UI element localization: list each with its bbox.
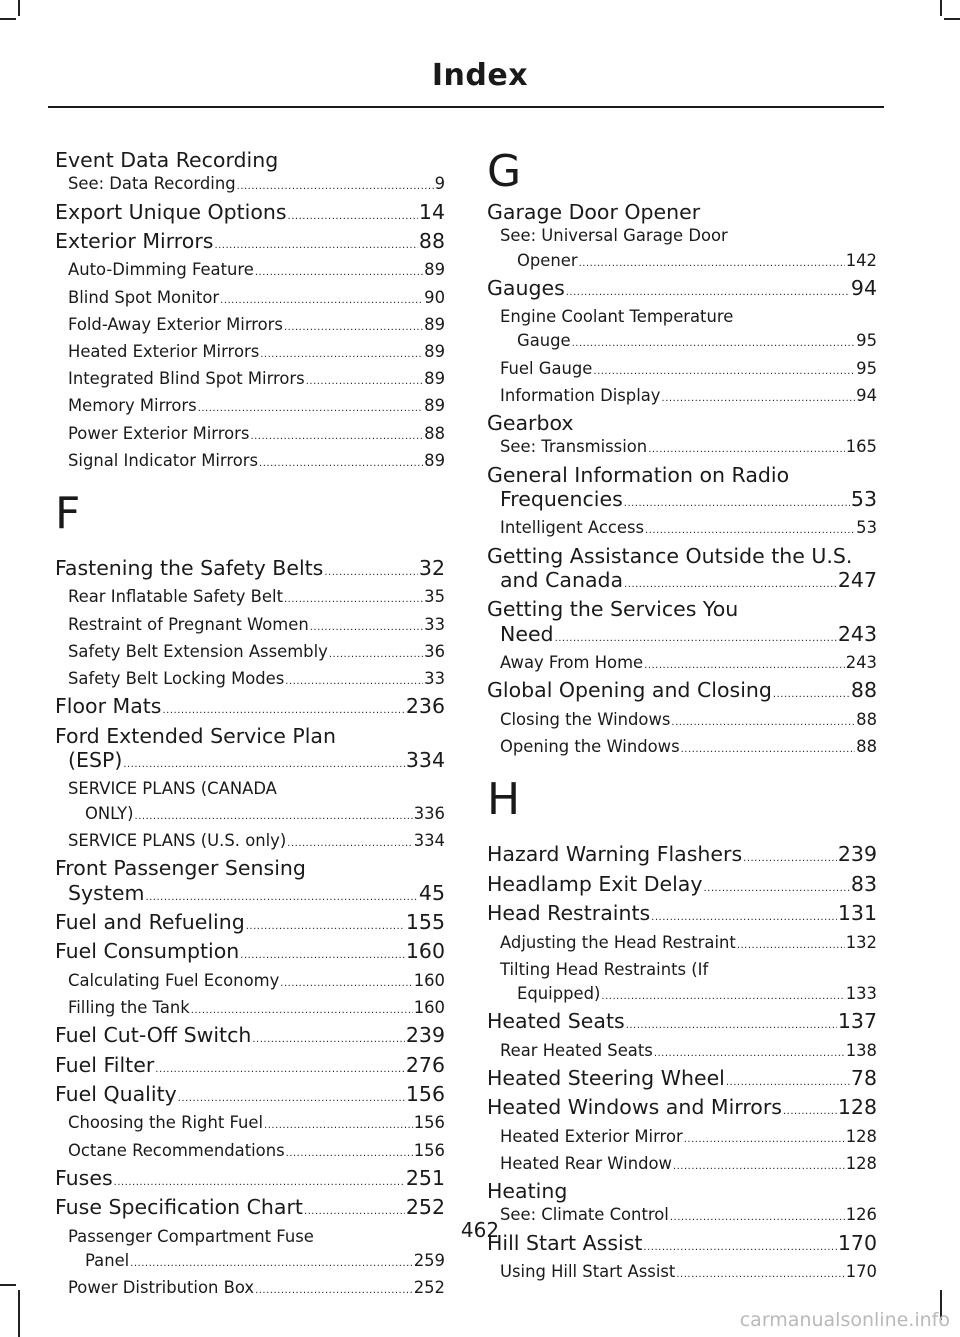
page-ref: 35 — [424, 587, 445, 607]
index-entry[interactable] — [55, 881, 445, 910]
dot-leader — [250, 425, 423, 449]
index-subentry[interactable] — [487, 329, 877, 356]
page-ref: 132 — [845, 932, 877, 952]
index-heading: Gearbox — [487, 411, 574, 436]
entry-label: Calculating Fuel Economy — [68, 970, 280, 990]
index-subentry[interactable] — [487, 1152, 877, 1179]
entry-label: See: Data Recording — [68, 174, 236, 194]
index-entry[interactable] — [487, 276, 877, 305]
dot-leader — [264, 1114, 413, 1138]
entry-label: See: Transmission — [500, 437, 648, 457]
dot-leader — [259, 452, 423, 476]
entry-label: Export Unique Options — [55, 199, 287, 224]
index-subentry[interactable] — [55, 1139, 445, 1166]
dot-leader — [285, 670, 423, 694]
page-ref: 14 — [418, 199, 445, 224]
entry-label: Fuel Filter — [55, 1052, 155, 1077]
index-subentry[interactable] — [55, 640, 445, 667]
dot-leader — [673, 1155, 845, 1179]
index-subentry[interactable] — [55, 1111, 445, 1138]
entry-label: Auto-Dimming Feature — [68, 260, 254, 280]
dot-leader — [572, 332, 856, 356]
entry-label: Fuel Gauge — [500, 358, 593, 378]
index-subentry[interactable] — [55, 172, 445, 199]
index-subentry[interactable] — [55, 1249, 445, 1276]
dot-leader — [644, 654, 845, 678]
index-subentry[interactable] — [55, 1276, 445, 1303]
index-subentry[interactable] — [55, 829, 445, 856]
index-subentry[interactable] — [487, 651, 877, 678]
dot-leader — [684, 1128, 845, 1152]
entry-label: Octane Recommendations — [68, 1140, 285, 1160]
entry-label: Heated Seats — [487, 1009, 625, 1034]
entry-label: Heated Exterior Mirror — [500, 1126, 683, 1146]
page-ref: 89 — [424, 342, 445, 362]
entry-label: See: Climate Control — [500, 1205, 669, 1225]
dot-leader — [255, 1279, 413, 1303]
index-subentry[interactable] — [55, 449, 445, 476]
index-heading: Getting Assistance Outside the U.S. — [487, 543, 853, 568]
index-heading: Garage Door Opener — [487, 200, 701, 224]
entry-label: Information Display — [500, 385, 661, 405]
index-column-right — [487, 148, 877, 1287]
crop-mark-top-right-v — [940, 0, 942, 16]
dot-leader — [130, 1252, 412, 1276]
dot-leader — [743, 847, 837, 871]
entry-label: Headlamp Exit Delay — [487, 871, 703, 896]
page-ref: 36 — [424, 641, 445, 661]
index-entry[interactable] — [487, 872, 877, 901]
page-ref: 45 — [418, 880, 445, 905]
page-ref: 88 — [424, 423, 445, 443]
index-subentry[interactable] — [487, 982, 877, 1009]
page-ref: 160 — [413, 970, 445, 990]
entry-label: Gauges — [487, 275, 565, 300]
dot-leader — [220, 289, 423, 313]
index-heading: Heating — [487, 1178, 568, 1203]
header-rule — [48, 106, 884, 108]
entry-label: Head Restraints — [487, 901, 651, 926]
dot-leader — [123, 753, 405, 777]
dot-leader — [284, 316, 423, 340]
index-subentry[interactable] — [55, 996, 445, 1023]
index-entry[interactable] — [55, 200, 445, 229]
index-entry[interactable] — [55, 1166, 445, 1195]
page-ref: 251 — [405, 1165, 445, 1190]
index-subentry[interactable] — [55, 613, 445, 640]
index-entry[interactable] — [487, 678, 877, 707]
page-ref: 155 — [405, 909, 445, 934]
dot-leader — [555, 627, 837, 651]
page-ref: 95 — [856, 358, 877, 378]
entry-label: Frequencies — [500, 487, 623, 512]
entry-label: Safety Belt Extension Assembly — [68, 641, 328, 661]
index-subentry[interactable] — [55, 313, 445, 340]
section-letter: F — [55, 488, 81, 540]
index-entry[interactable] — [487, 568, 877, 597]
dot-leader — [240, 944, 405, 968]
dot-leader — [726, 1071, 850, 1095]
dot-leader — [286, 1142, 413, 1166]
dot-leader — [288, 205, 418, 229]
index-entry[interactable] — [55, 1082, 445, 1111]
index-subentry[interactable] — [55, 585, 445, 612]
page-ref: 243 — [837, 621, 877, 646]
entry-label: Gauge — [517, 331, 571, 351]
page-number: 462 — [460, 1218, 500, 1242]
page-ref: 95 — [856, 331, 877, 351]
page-ref: 128 — [845, 1153, 877, 1173]
index-subentry[interactable] — [55, 394, 445, 421]
dot-leader — [654, 1042, 845, 1066]
page-ref: 276 — [405, 1052, 445, 1077]
page-ref: 239 — [837, 842, 877, 867]
index-entry[interactable] — [487, 487, 877, 516]
index-column-left — [55, 148, 445, 1303]
page-ref: 128 — [845, 1126, 877, 1146]
entry-label: Adjusting the Head Restraint — [500, 932, 736, 952]
index-subentry[interactable] — [487, 384, 877, 411]
entry-label: (ESP) — [68, 748, 123, 773]
dot-leader — [252, 1028, 405, 1052]
index-subentry[interactable] — [487, 931, 877, 958]
page-ref: 142 — [845, 250, 877, 270]
entry-label: Equipped) — [517, 983, 601, 1003]
crop-mark-bottom-left-v — [18, 1290, 20, 1337]
index-entry[interactable] — [487, 1095, 877, 1124]
index-subentry[interactable] — [55, 258, 445, 285]
page-ref: 88 — [850, 678, 877, 703]
dot-leader — [310, 616, 423, 640]
entry-label: Heated Windows and Mirrors — [487, 1095, 782, 1120]
index-subentry[interactable] — [487, 435, 877, 462]
entry-label: Exterior Mirrors — [55, 229, 214, 254]
page-ref: 170 — [845, 1261, 877, 1281]
index-entry[interactable] — [55, 694, 445, 723]
page-ref: 88 — [418, 229, 445, 254]
index-heading: General Information on Radio — [487, 462, 790, 487]
dot-leader — [255, 261, 423, 285]
entry-label: SERVICE PLANS (U.S. only) — [68, 830, 287, 850]
entry-label: Fastening the Safety Belts — [55, 556, 324, 581]
index-subentry[interactable] — [487, 516, 877, 543]
entry-label: Rear Heated Seats — [500, 1040, 653, 1060]
dot-leader — [566, 281, 850, 305]
dot-leader — [645, 519, 855, 543]
entry-label: Global Opening and Closing — [487, 678, 772, 703]
dot-leader — [214, 234, 417, 258]
page-ref: 160 — [413, 997, 445, 1017]
dot-leader — [783, 1100, 837, 1124]
dot-leader — [237, 175, 434, 199]
index-subheading: Passenger Compartment Fuse — [68, 1226, 314, 1246]
entry-label: Closing the Windows — [500, 709, 671, 729]
dot-leader — [662, 387, 856, 411]
dot-leader — [324, 561, 418, 585]
dot-leader — [284, 588, 423, 612]
page-ref: 78 — [850, 1065, 877, 1090]
index-heading: Front Passenger Sensing — [55, 856, 306, 881]
dot-leader — [306, 370, 423, 394]
entry-label: Fuses — [55, 1165, 113, 1190]
entry-label: Fuel Quality — [55, 1081, 177, 1106]
entry-label: Heated Rear Window — [500, 1153, 672, 1173]
index-subentry[interactable] — [487, 1260, 877, 1287]
entry-label: Opener — [517, 250, 578, 270]
entry-label: Restraint of Pregnant Women — [68, 614, 309, 634]
page-ref: 89 — [424, 396, 445, 416]
dot-leader — [703, 877, 849, 901]
page-ref: 156 — [413, 1140, 445, 1160]
entry-label: Intelligent Access — [500, 518, 645, 538]
dot-leader — [198, 397, 423, 421]
entry-label: Panel — [85, 1250, 130, 1270]
page-ref: 33 — [424, 614, 445, 634]
index-entry[interactable] — [55, 748, 445, 777]
dot-leader — [737, 934, 845, 958]
index-entry[interactable] — [487, 842, 877, 871]
crop-mark-bottom-left-h — [0, 1284, 16, 1286]
page-ref: 32 — [418, 556, 445, 581]
entry-label: Opening the Windows — [500, 737, 680, 757]
entry-label: Hazard Warning Flashers — [487, 842, 743, 867]
page-ref: 126 — [845, 1205, 877, 1225]
page-ref: 137 — [837, 1009, 877, 1034]
entry-label: Heated Steering Wheel — [487, 1065, 725, 1090]
entry-label: Power Exterior Mirrors — [68, 423, 250, 443]
index-subentry[interactable] — [487, 249, 877, 276]
dot-leader — [178, 1087, 405, 1111]
index-entry[interactable] — [55, 556, 445, 585]
page-ref: 334 — [413, 830, 445, 850]
index-heading: Event Data Recording — [55, 148, 279, 172]
index-subentry[interactable] — [487, 357, 877, 384]
dot-leader — [260, 343, 423, 367]
page-ref: 160 — [405, 939, 445, 964]
crop-mark-top-right-h — [944, 18, 960, 20]
page-ref: 133 — [845, 983, 877, 1003]
dot-leader — [280, 972, 412, 996]
entry-label: Need — [500, 621, 554, 646]
index-subentry[interactable] — [55, 367, 445, 394]
dot-leader — [135, 805, 413, 829]
watermark: carmanualsonline.info — [739, 1309, 950, 1331]
section-letter: G — [487, 146, 522, 197]
dot-leader — [601, 985, 844, 1009]
dot-leader — [246, 915, 405, 939]
entry-label: Away From Home — [500, 653, 644, 673]
entry-label: Fuel Cut-Off Switch — [55, 1023, 252, 1048]
page-ref: 90 — [424, 287, 445, 307]
entry-label: Fuel Consumption — [55, 939, 240, 964]
entry-label: Blind Spot Monitor — [68, 287, 220, 307]
page-ref: 89 — [424, 260, 445, 280]
entry-label: and Canada — [500, 568, 624, 593]
dot-leader — [624, 573, 837, 597]
index-entry[interactable] — [55, 1023, 445, 1052]
entry-label: Fuse Specification Chart — [55, 1195, 303, 1220]
index-subentry[interactable] — [55, 286, 445, 313]
entry-label: Using Hill Start Assist — [500, 1261, 676, 1281]
index-entry[interactable] — [487, 901, 877, 930]
entry-label: Heated Exterior Mirrors — [68, 342, 260, 362]
entry-label: Integrated Blind Spot Mirrors — [68, 369, 305, 389]
dot-leader — [624, 492, 850, 516]
page-ref: 165 — [845, 437, 877, 457]
dot-leader — [651, 906, 837, 930]
page-ref: 33 — [424, 669, 445, 689]
index-subentry[interactable] — [55, 422, 445, 449]
page-ref: 89 — [424, 369, 445, 389]
entry-label: Floor Mats — [55, 694, 162, 719]
index-subentry[interactable] — [487, 1039, 877, 1066]
index-subentry[interactable] — [55, 969, 445, 996]
dot-leader — [676, 1263, 844, 1287]
index-entry[interactable] — [55, 229, 445, 258]
dot-leader — [681, 738, 856, 762]
page-ref: 156 — [405, 1081, 445, 1106]
page-ref: 156 — [413, 1113, 445, 1133]
entry-label: System — [68, 880, 145, 905]
dot-leader — [648, 438, 845, 462]
index-entry[interactable] — [487, 1066, 877, 1095]
page-ref: 236 — [405, 694, 445, 719]
index-subheading: See: Universal Garage Door — [500, 226, 728, 246]
index-subheading: Tilting Head Restraints (If — [500, 959, 709, 979]
crop-mark-top-left-h — [0, 18, 16, 20]
crop-mark-top-left-v — [18, 0, 20, 16]
index-subentry[interactable] — [55, 802, 445, 829]
entry-label: Hill Start Assist — [487, 1230, 643, 1255]
page-ref: 334 — [405, 748, 445, 773]
index-entry[interactable] — [55, 910, 445, 939]
entry-label: Rear Inflatable Safety Belt — [68, 587, 283, 607]
page-ref: 83 — [850, 871, 877, 896]
dot-leader — [114, 1171, 405, 1195]
page-ref: 94 — [850, 275, 877, 300]
dot-leader — [162, 699, 404, 723]
entry-label: Fold-Away Exterior Mirrors — [68, 314, 283, 334]
dot-leader — [579, 252, 845, 276]
index-subentry[interactable] — [487, 1125, 877, 1152]
entry-label: Fuel and Refueling — [55, 909, 245, 934]
index-subheading: SERVICE PLANS (CANADA — [68, 779, 277, 799]
index-entry[interactable] — [487, 622, 877, 651]
page-ref: 9 — [434, 174, 445, 194]
dot-leader — [671, 711, 855, 735]
page-ref: 243 — [845, 653, 877, 673]
index-heading: Ford Extended Service Plan — [55, 723, 336, 748]
index-entry[interactable] — [55, 1053, 445, 1082]
entry-label: Choosing the Right Fuel — [68, 1113, 264, 1133]
page-ref: 336 — [413, 803, 445, 823]
dot-leader — [773, 683, 850, 707]
dot-leader — [145, 886, 417, 910]
page-ref: 170 — [837, 1230, 877, 1255]
index-subentry[interactable] — [487, 735, 877, 762]
page-ref: 88 — [856, 737, 877, 757]
index-subheading: Engine Coolant Temperature — [500, 307, 734, 327]
page-ref: 89 — [424, 450, 445, 470]
entry-label: Filling the Tank — [68, 997, 190, 1017]
entry-label: Signal Indicator Mirrors — [68, 450, 259, 470]
index-heading: Getting the Services You — [487, 597, 739, 622]
dot-leader — [329, 643, 423, 667]
page-ref: 131 — [837, 901, 877, 926]
dot-leader — [287, 832, 412, 856]
page-ref: 89 — [424, 314, 445, 334]
dot-leader — [191, 999, 413, 1023]
page-ref: 259 — [413, 1250, 445, 1270]
dot-leader — [626, 1014, 837, 1038]
entry-label: Memory Mirrors — [68, 396, 197, 416]
page-ref: 138 — [845, 1040, 877, 1060]
dot-leader — [593, 360, 855, 384]
index-entry[interactable] — [55, 939, 445, 968]
page-ref: 128 — [837, 1095, 877, 1120]
page-ref: 88 — [856, 709, 877, 729]
page-ref: 53 — [856, 518, 877, 538]
page-ref: 247 — [837, 568, 877, 593]
index-subentry[interactable] — [487, 708, 877, 735]
entry-label: ONLY) — [85, 803, 134, 823]
dot-leader — [155, 1058, 405, 1082]
index-entry[interactable] — [487, 1009, 877, 1038]
index-subentry[interactable] — [55, 340, 445, 367]
index-subentry[interactable] — [55, 667, 445, 694]
entry-label: Safety Belt Locking Modes — [68, 669, 285, 689]
page-ref: 94 — [856, 385, 877, 405]
entry-label: Power Distribution Box — [68, 1277, 255, 1297]
page-ref: 53 — [850, 487, 877, 512]
page-title: Index — [431, 58, 529, 93]
page-ref: 252 — [413, 1277, 445, 1297]
page-ref: 252 — [405, 1195, 445, 1220]
section-letter: H — [487, 774, 521, 826]
page-ref: 239 — [405, 1023, 445, 1048]
